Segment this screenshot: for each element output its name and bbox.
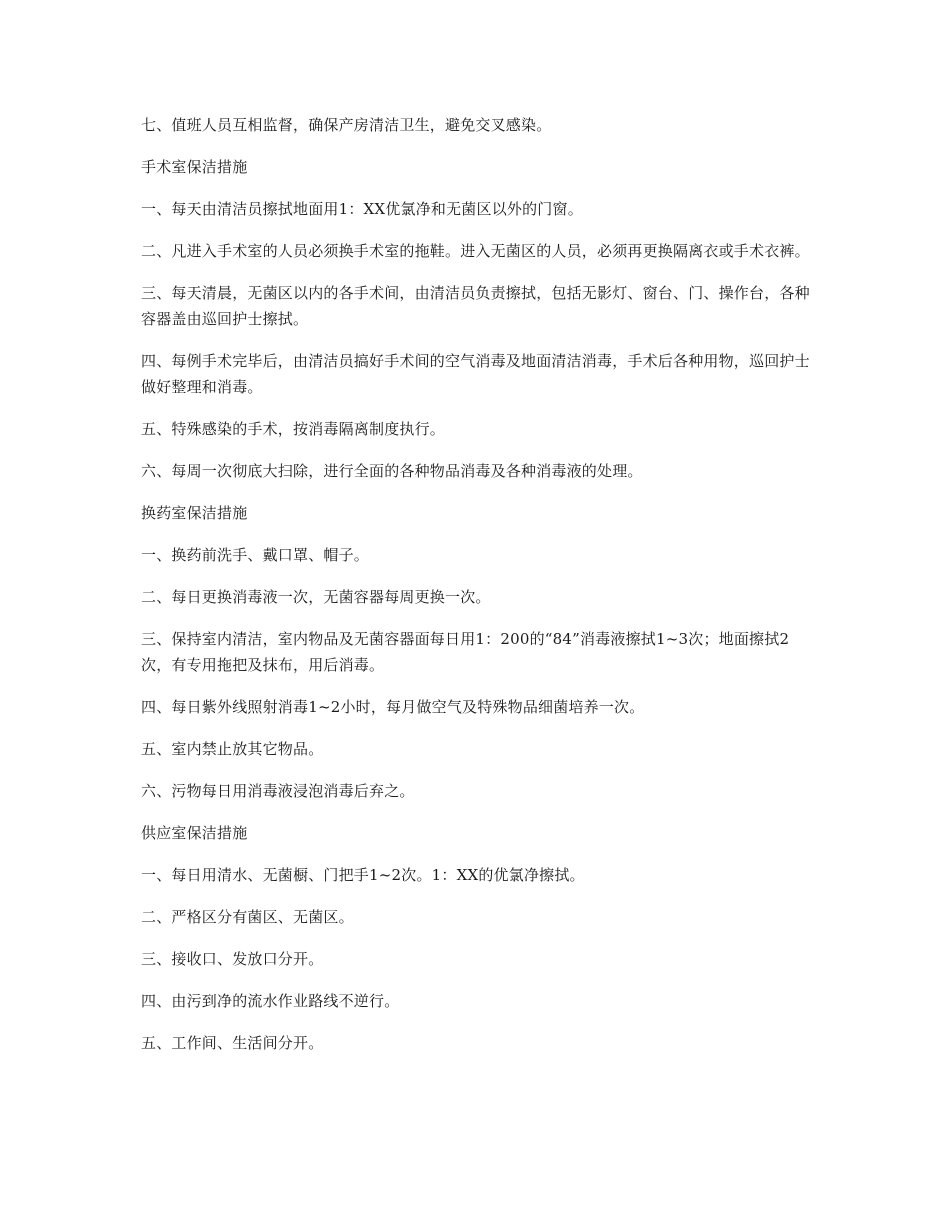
paragraph-dr-5: 五、室内禁止放其它物品。 [141, 740, 324, 758]
paragraph-sr-2: 二、严格区分有菌区、无菌区。 [141, 908, 354, 926]
paragraph-sr-3: 三、接收口、发放口分开。 [141, 950, 324, 968]
paragraph-sr-5: 五、工作间、生活间分开。 [141, 1034, 324, 1052]
paragraph-dr-3: 三、保持室内清洁，室内物品及无菌容器面每日用1：200的“84”消毒液擦拭1~3次；地面擦拭2次，有专用拖把及抹布，用后消毒。 [141, 630, 790, 674]
paragraph-dr-2: 二、每日更换消毒液一次，无菌容器每周更换一次。 [141, 588, 491, 606]
paragraph-or-5: 五、特殊感染的手术，按消毒隔离制度执行。 [141, 420, 446, 438]
document-body [141, 112, 813, 1072]
paragraph-or-4: 四、每例手术完毕后，由清洁员搞好手术间的空气消毒及地面清洁消毒，手术后各种用物，巡回护士做好整理和消毒。 [141, 352, 810, 396]
paragraph-dr-4: 四、每日紫外线照射消毒1~2小时，每月做空气及特殊物品细菌培养一次。 [141, 698, 645, 716]
paragraph-dr-6: 六、污物每日用消毒液浸泡消毒后弃之。 [141, 782, 415, 800]
section-heading-operating-room: 手术室保洁措施 [141, 158, 248, 176]
paragraph-sr-1: 一、每日用清水、无菌橱、门把手1~2次。1：XX的优氯净擦拭。 [141, 866, 585, 884]
paragraph-dr-1: 一、换药前洗手、戴口罩、帽子。 [141, 546, 370, 564]
section-heading-supply-room: 供应室保洁措施 [141, 824, 248, 842]
section-heading-dressing-room: 换药室保洁措施 [141, 504, 248, 522]
paragraph-sr-4: 四、由污到净的流水作业路线不逆行。 [141, 992, 400, 1010]
paragraph-or-1: 一、每天由清洁员擦拭地面用1：XX优氯净和无菌区以外的门窗。 [141, 200, 583, 218]
paragraph-duty-supervision: 七、值班人员互相监督，确保产房清洁卫生，避免交叉感染。 [141, 116, 552, 134]
paragraph-or-3: 三、每天清晨，无菌区以内的各手术间，由清洁员负责擦拭，包括无影灯、窗台、门、操作台，各种容器盖由巡回护士擦拭。 [141, 284, 810, 328]
paragraph-or-6: 六、每周一次彻底大扫除，进行全面的各种物品消毒及各种消毒液的处理。 [141, 462, 643, 480]
paragraph-or-2: 二、凡进入手术室的人员必须换手术室的拖鞋。进入无菌区的人员，必须再更换隔离衣或手术衣裤。 [141, 242, 810, 260]
